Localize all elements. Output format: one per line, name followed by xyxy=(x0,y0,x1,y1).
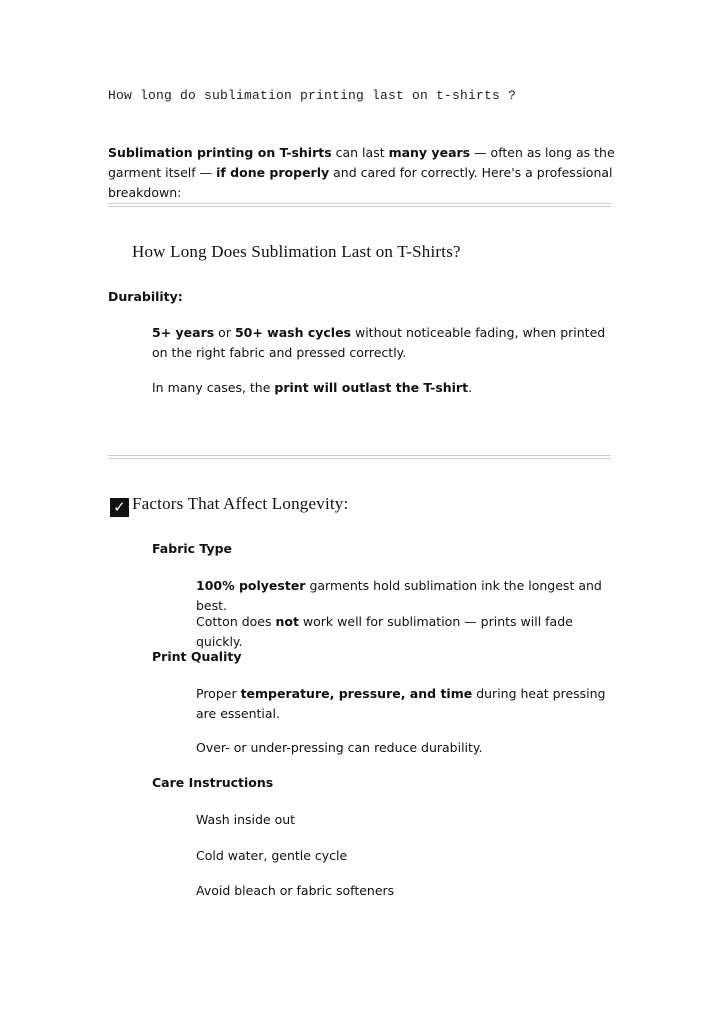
text-period: . xyxy=(468,380,473,395)
text-polyester: garments hold sublimation ink the longest and best. xyxy=(196,578,602,613)
section-heading-duration: How Long Does Sublimation Last on T-Shirts? xyxy=(132,242,461,261)
check-icon: ✓ xyxy=(110,498,129,517)
factors-heading-text: Factors That Affect Longevity: xyxy=(132,494,349,513)
care-item: Avoid bleach or fabric softeners xyxy=(196,883,395,898)
intro-text-1: can last xyxy=(331,145,389,160)
bold-polyester: 100% polyester xyxy=(196,578,306,593)
durability-paragraph xyxy=(152,323,612,363)
divider xyxy=(108,203,611,207)
bold-wash-cycles: 50+ wash cycles xyxy=(234,325,352,340)
bold-outlast: print will outlast the T-shirt xyxy=(274,380,469,395)
divider xyxy=(108,455,611,459)
intro-text-3: and cared for correctly. Here's a professional breakdown: xyxy=(108,165,613,200)
text-cotton: Cotton does xyxy=(196,614,276,629)
care-instructions-label: Care Instructions xyxy=(152,775,274,790)
section-heading-factors xyxy=(110,494,348,517)
print-pressing-item: Over- or under-pressing can reduce durability. xyxy=(196,740,483,755)
durability-label: Durability: xyxy=(108,289,183,304)
fabric-cotton-item xyxy=(196,612,616,652)
outlast-paragraph xyxy=(152,378,612,398)
text-many-cases: In many cases, the xyxy=(152,380,275,395)
bold-years: 5+ years xyxy=(152,325,215,340)
bold-temperature: temperature, pressure, and time xyxy=(240,686,473,701)
text-or: or xyxy=(214,325,235,340)
page-title: How long do sublimation printing last on t-shirts ? xyxy=(108,88,517,103)
text-essential: during heat pressing are essential. xyxy=(196,686,606,721)
text-durability: without noticeable fading, when printed on the right fabric and pressed correctly. xyxy=(152,325,606,360)
intro-bold-properly: if done properly xyxy=(216,165,330,180)
bold-not: not xyxy=(275,614,299,629)
intro-text-2: — often as long as the garment itself — xyxy=(108,145,615,180)
care-item: Wash inside out xyxy=(196,812,296,827)
intro-bold-subject: Sublimation printing on T-shirts xyxy=(108,145,332,160)
fabric-type-label: Fabric Type xyxy=(152,541,233,556)
print-quality-label: Print Quality xyxy=(152,649,242,664)
fabric-polyester-item xyxy=(196,576,616,616)
intro-paragraph xyxy=(108,143,618,203)
intro-bold-years: many years xyxy=(388,145,471,160)
care-item: Cold water, gentle cycle xyxy=(196,848,348,863)
text-cotton-fade: work well for sublimation — prints will fade quickly. xyxy=(196,614,573,649)
text-proper: Proper xyxy=(196,686,241,701)
print-proper-item xyxy=(196,684,616,724)
